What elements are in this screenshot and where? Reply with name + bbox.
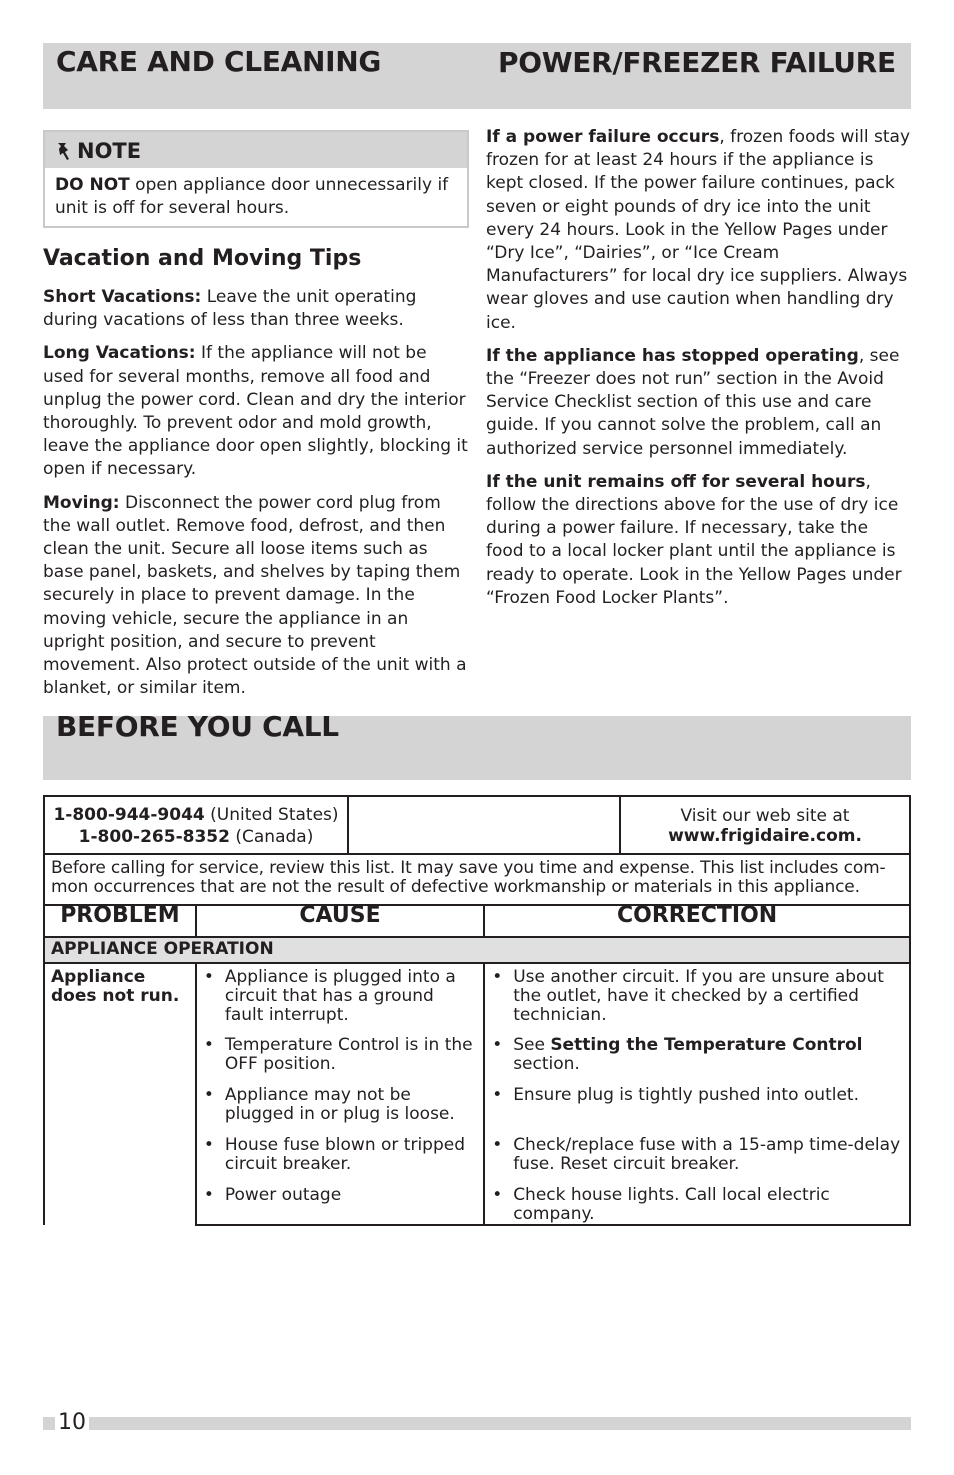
cause-cell: • Temperature Control is in the OFF position. xyxy=(196,1032,484,1082)
cause-cell: • Appliance is plugged into a circuit that has a ground fault interrupt. xyxy=(196,963,484,1032)
power-failure-text xyxy=(486,126,910,620)
vacation-tips xyxy=(43,286,469,710)
phone-box xyxy=(43,795,349,855)
phone-canada[interactable]: 1-800-265-8352 (Canada) xyxy=(78,827,314,847)
table-row xyxy=(44,963,910,1032)
website-label: Visit our web site at xyxy=(680,806,850,826)
stopped-operating-paragraph: If the appliance has stopped operating, see the “Freezer does not run” section in the Avoid Service Checklist section of this use and care guide. If you cannot solve the problem, call an authorized service personnel immediately. xyxy=(486,345,900,459)
correction-cell: • Check house lights. Call local electric company. xyxy=(484,1182,910,1225)
footer-bar xyxy=(43,1417,911,1430)
note-heading: NOTE xyxy=(77,139,142,163)
note-text: DO NOT open appliance door unnecessarily if unit is off for several hours. xyxy=(55,175,449,218)
table-header-row xyxy=(44,905,910,937)
short-vacations-paragraph: Short Vacations: Leave the unit operating during vacations of less than three weeks. xyxy=(43,287,417,331)
website-box xyxy=(619,795,911,855)
troubleshooting-table xyxy=(43,904,911,1226)
correction-cell: • Ensure plug is tightly pushed into outlet. xyxy=(484,1082,910,1132)
appliance-operation-label: APPLIANCE OPERATION xyxy=(44,937,910,963)
problem-header: PROBLEM xyxy=(44,905,196,937)
section-row xyxy=(44,937,910,963)
page-number: 10 xyxy=(55,1410,89,1435)
phone-us[interactable]: 1-800-944-9044 (United States) xyxy=(53,805,339,825)
before-you-call-title: BEFORE YOU CALL xyxy=(56,710,339,743)
long-vacations-paragraph: Long Vacations: If the appliance will not be used for several months, remove all food and unplug the power cord. Clean and dry the interior thoroughly. To prevent odor and mold growth, leave the appliance door open slightly, blocking it open if necessary. xyxy=(43,343,468,480)
website-link[interactable]: www.frigidaire.com. xyxy=(668,826,862,846)
cause-cell: • House fuse blown or tripped circuit breaker. xyxy=(196,1132,484,1182)
vacation-heading: Vacation and Moving Tips xyxy=(43,246,362,271)
intro-box xyxy=(43,853,911,904)
cause-cell: • Power outage xyxy=(196,1182,484,1225)
power-failure-paragraph: If a power failure occurs, frozen foods will stay frozen for at least 24 hours if the appliance is kept closed. If the power failure continues, pack seven or eight pounds of dry ice into the unit every 24 hours. Look in the Yellow Pages under “Dry Ice”, “Dairies”, or “Ice Cream Manufacturers” for local dry ice suppliers. Always wear gloves and use caution when handling dry ice. xyxy=(486,127,910,333)
care-cleaning-title: CARE AND CLEANING xyxy=(56,45,382,78)
cause-cell: • Appliance may not be plugged in or plug is loose. xyxy=(196,1082,484,1132)
correction-cell: • See Setting the Temperature Control section. xyxy=(484,1032,910,1082)
problem-cell: Appliance does not run. xyxy=(44,963,196,1225)
remains-off-paragraph: If the unit remains off for several hours, follow the directions above for the use of dry ice during a power failure. If necessary, take the food to a local locker plant until the appliance is ready to operate. Look in the Yellow Pages under “Frozen Food Locker Plants”. xyxy=(486,471,902,608)
cause-header: CAUSE xyxy=(196,905,484,937)
pushpin-icon xyxy=(55,132,77,173)
note-box xyxy=(43,130,469,228)
contact-top-rule xyxy=(349,795,621,797)
power-failure-title: POWER/FREEZER FAILURE xyxy=(498,46,896,79)
correction-cell: • Check/replace fuse with a 15-amp time-delay fuse. Reset circuit breaker. xyxy=(484,1132,910,1182)
correction-header: CORRECTION xyxy=(484,905,910,937)
correction-cell: • Use another circuit. If you are unsure about the outlet, have it checked by a certified technician. xyxy=(484,963,910,1032)
note-header xyxy=(45,132,467,168)
moving-paragraph: Moving: Disconnect the power cord plug from the wall outlet. Remove food, defrost, and then clean the unit. Secure all loose items such as base panel, baskets, and shelves by taping them securely in place to prevent damage. In the moving vehicle, secure the appliance in an upright position, and secure to prevent movement. Also protect outside of the unit with a blanket, or similar item. xyxy=(43,492,467,699)
intro-text: Before calling for service, review this list. It may save you time and expense. This list includes com- mon occurrences that are not the result of defective workmanship or materials in this appliance. xyxy=(51,858,886,897)
